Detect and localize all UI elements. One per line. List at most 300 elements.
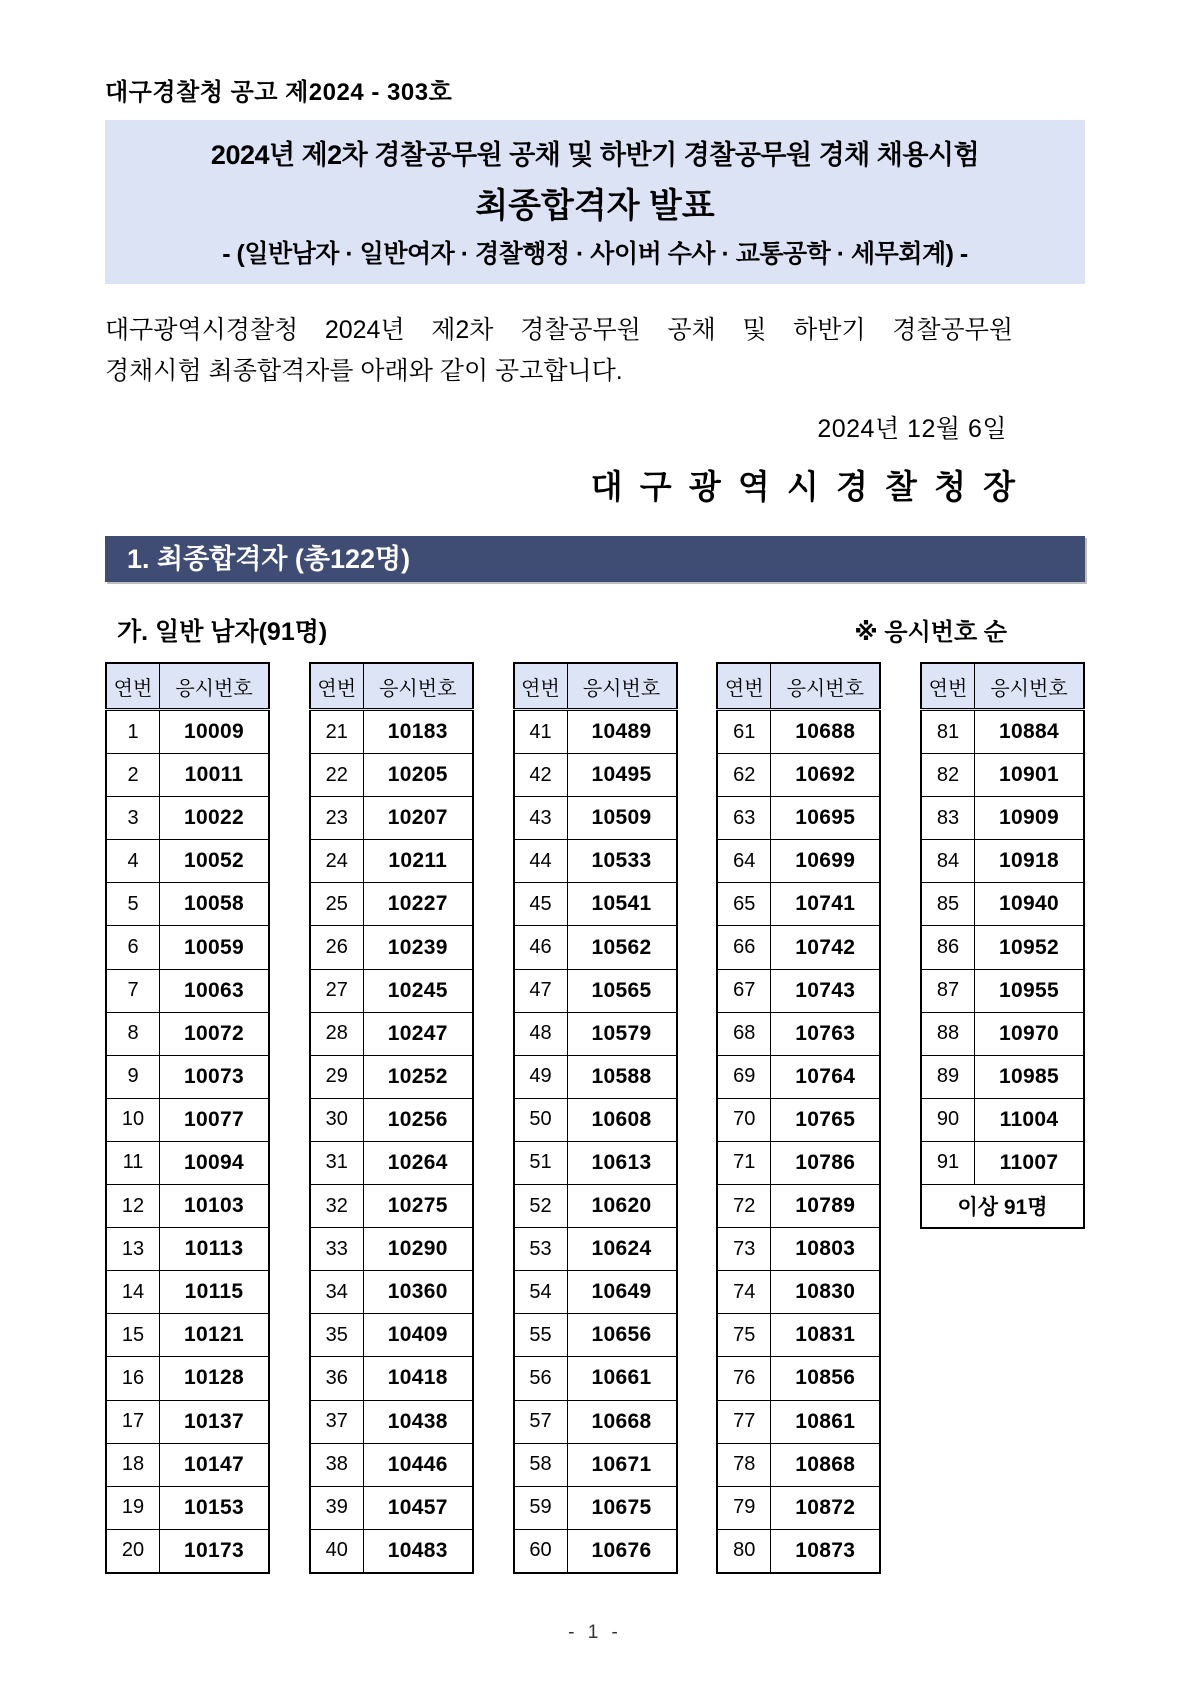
table-row	[921, 1055, 1084, 1098]
exam-number-cell: 10952	[975, 926, 1085, 969]
table-row	[310, 883, 473, 926]
seq-cell: 88	[921, 1012, 975, 1055]
table-row	[921, 1012, 1084, 1055]
exam-number-cell: 10418	[363, 1357, 473, 1400]
seq-cell: 63	[717, 797, 771, 840]
header-row	[717, 663, 880, 710]
notice-number: 대구경찰청 공고 제2024 - 303호	[105, 79, 453, 106]
seq-cell: 5	[106, 883, 160, 926]
col-header-exam-number: 응시번호	[160, 663, 270, 710]
exam-number-cell: 10661	[567, 1357, 677, 1400]
table-row	[514, 1271, 677, 1314]
table-row	[921, 710, 1084, 754]
exam-number-cell: 10457	[363, 1486, 473, 1529]
exam-number-cell: 10063	[160, 969, 270, 1012]
seq-cell: 91	[921, 1141, 975, 1184]
table-row	[106, 754, 269, 797]
table-row	[106, 710, 269, 754]
table-row	[310, 1486, 473, 1529]
seq-cell: 71	[717, 1141, 771, 1184]
seq-cell: 49	[514, 1055, 568, 1098]
table-row	[717, 969, 880, 1012]
exam-number-cell: 10830	[771, 1271, 881, 1314]
table-row	[717, 840, 880, 883]
seq-cell: 7	[106, 969, 160, 1012]
exam-number-cell: 10649	[567, 1271, 677, 1314]
seq-cell: 23	[310, 797, 364, 840]
seq-cell: 34	[310, 1271, 364, 1314]
table-row	[921, 754, 1084, 797]
col-header-exam-number: 응시번호	[975, 663, 1085, 710]
exam-number-cell: 10211	[363, 840, 473, 883]
table-row	[514, 1400, 677, 1443]
exam-number-cell: 10940	[975, 883, 1085, 926]
seq-cell: 79	[717, 1486, 771, 1529]
exam-number-cell: 10675	[567, 1486, 677, 1529]
seq-cell: 55	[514, 1314, 568, 1357]
table-row	[514, 969, 677, 1012]
table-row	[717, 1055, 880, 1098]
seq-cell: 30	[310, 1098, 364, 1141]
table-row	[717, 1529, 880, 1573]
seq-cell: 16	[106, 1357, 160, 1400]
seq-cell: 32	[310, 1185, 364, 1228]
table-row	[717, 1271, 880, 1314]
col-header-exam-number: 응시번호	[363, 663, 473, 710]
seq-cell: 9	[106, 1055, 160, 1098]
table-row	[310, 1529, 473, 1573]
seq-cell: 14	[106, 1271, 160, 1314]
exam-number-cell: 10409	[363, 1314, 473, 1357]
seq-cell: 12	[106, 1185, 160, 1228]
seq-cell: 90	[921, 1098, 975, 1141]
table-row	[310, 1185, 473, 1228]
seq-cell: 62	[717, 754, 771, 797]
exam-number-cell: 10579	[567, 1012, 677, 1055]
table-row	[514, 797, 677, 840]
closing-cell: 이상 91명	[921, 1185, 1084, 1229]
seq-cell: 73	[717, 1228, 771, 1271]
exam-number-cell: 10446	[363, 1443, 473, 1486]
table-row	[310, 926, 473, 969]
table-row	[106, 1529, 269, 1573]
header-row	[514, 663, 677, 710]
exam-number-cell: 10153	[160, 1486, 270, 1529]
exam-number-cell: 10671	[567, 1443, 677, 1486]
table-row	[717, 797, 880, 840]
exam-number-cell: 10884	[975, 710, 1085, 754]
table-row	[921, 969, 1084, 1012]
title-line2: 최종합격자 발표	[475, 187, 715, 225]
seq-cell: 2	[106, 754, 160, 797]
table-row	[717, 883, 880, 926]
pass-table-5	[920, 662, 1085, 1229]
exam-number-cell: 10077	[160, 1098, 270, 1141]
exam-number-cell: 10115	[160, 1271, 270, 1314]
seq-cell: 6	[106, 926, 160, 969]
table-row	[717, 1314, 880, 1357]
table-row	[514, 754, 677, 797]
seq-cell: 15	[106, 1314, 160, 1357]
exam-number-cell: 10831	[771, 1314, 881, 1357]
table-row	[310, 1055, 473, 1098]
exam-number-cell: 10985	[975, 1055, 1085, 1098]
table-row	[717, 1443, 880, 1486]
exam-number-cell: 10786	[771, 1141, 881, 1184]
table-row	[514, 1443, 677, 1486]
seq-cell: 54	[514, 1271, 568, 1314]
seq-cell: 37	[310, 1400, 364, 1443]
seq-cell: 76	[717, 1357, 771, 1400]
table-row	[514, 926, 677, 969]
seq-cell: 4	[106, 840, 160, 883]
table-row	[514, 1012, 677, 1055]
seq-cell: 82	[921, 754, 975, 797]
exam-number-cell: 10058	[160, 883, 270, 926]
table-row	[514, 1141, 677, 1184]
seq-cell: 31	[310, 1141, 364, 1184]
table-row	[921, 1141, 1084, 1184]
seq-cell: 69	[717, 1055, 771, 1098]
table-row	[514, 1357, 677, 1400]
table-row	[514, 1098, 677, 1141]
table-row	[106, 840, 269, 883]
seq-cell: 52	[514, 1185, 568, 1228]
exam-number-cell: 10103	[160, 1185, 270, 1228]
exam-number-cell: 10022	[160, 797, 270, 840]
table-row	[921, 840, 1084, 883]
pass-table-4	[716, 662, 881, 1574]
table-row	[514, 883, 677, 926]
seq-cell: 17	[106, 1400, 160, 1443]
pass-table-3	[513, 662, 678, 1574]
table-row	[310, 754, 473, 797]
exam-number-cell: 10901	[975, 754, 1085, 797]
exam-number-cell: 10495	[567, 754, 677, 797]
exam-number-cell: 10264	[363, 1141, 473, 1184]
exam-number-cell: 10763	[771, 1012, 881, 1055]
table-row	[717, 1185, 880, 1228]
announcement-body	[105, 310, 1013, 391]
exam-number-cell: 10239	[363, 926, 473, 969]
exam-number-cell: 10438	[363, 1400, 473, 1443]
table-row	[310, 1357, 473, 1400]
exam-number-cell: 10252	[363, 1055, 473, 1098]
table-row	[310, 710, 473, 754]
exam-number-cell: 10256	[363, 1098, 473, 1141]
col-header-seq: 연번	[106, 663, 160, 710]
exam-number-cell: 10872	[771, 1486, 881, 1529]
seq-cell: 64	[717, 840, 771, 883]
exam-number-cell: 10620	[567, 1185, 677, 1228]
seq-cell: 89	[921, 1055, 975, 1098]
seq-cell: 51	[514, 1141, 568, 1184]
seq-cell: 39	[310, 1486, 364, 1529]
table-row	[717, 754, 880, 797]
col-header-seq: 연번	[717, 663, 771, 710]
table-row	[106, 1185, 269, 1228]
table-row	[717, 926, 880, 969]
seq-cell: 77	[717, 1400, 771, 1443]
exam-number-cell: 10743	[771, 969, 881, 1012]
table-row	[717, 1012, 880, 1055]
seq-cell: 1	[106, 710, 160, 754]
seq-cell: 35	[310, 1314, 364, 1357]
exam-number-cell: 10113	[160, 1228, 270, 1271]
title-line1: 2024년 제2차 경찰공무원 공채 및 하반기 경찰공무원 경채 채용시험	[210, 140, 980, 170]
table-row	[106, 1141, 269, 1184]
header-row	[310, 663, 473, 710]
seq-cell: 78	[717, 1443, 771, 1486]
exam-number-cell: 10656	[567, 1314, 677, 1357]
exam-number-cell: 10059	[160, 926, 270, 969]
exam-number-cell: 10668	[567, 1400, 677, 1443]
seq-cell: 66	[717, 926, 771, 969]
table-row	[106, 1098, 269, 1141]
table-row	[717, 710, 880, 754]
seq-cell: 19	[106, 1486, 160, 1529]
col-header-seq: 연번	[514, 663, 568, 710]
seq-cell: 75	[717, 1314, 771, 1357]
seq-cell: 11	[106, 1141, 160, 1184]
seq-cell: 58	[514, 1443, 568, 1486]
seq-cell: 33	[310, 1228, 364, 1271]
seq-cell: 36	[310, 1357, 364, 1400]
exam-number-cell: 10011	[160, 754, 270, 797]
exam-number-cell: 11007	[975, 1141, 1085, 1184]
signature-commissioner: 대 구 광 역 시 경 찰 청 장	[590, 468, 1019, 505]
exam-number-cell: 10608	[567, 1098, 677, 1141]
table-row	[921, 926, 1084, 969]
exam-number-cell: 10562	[567, 926, 677, 969]
seq-cell: 41	[514, 710, 568, 754]
table-row	[310, 797, 473, 840]
subsection-title: 가. 일반 남자(91명)	[117, 618, 328, 646]
closing-row	[921, 1185, 1084, 1229]
exam-number-cell: 10909	[975, 797, 1085, 840]
exam-number-cell: 10970	[975, 1012, 1085, 1055]
seq-cell: 57	[514, 1400, 568, 1443]
exam-number-cell: 10052	[160, 840, 270, 883]
table-row	[106, 969, 269, 1012]
seq-cell: 45	[514, 883, 568, 926]
exam-number-cell: 10765	[771, 1098, 881, 1141]
exam-number-cell: 10868	[771, 1443, 881, 1486]
exam-number-cell: 10613	[567, 1141, 677, 1184]
seq-cell: 8	[106, 1012, 160, 1055]
announcement-body-line1: 대구광역시경찰청 2024년 제2차 경찰공무원 공채 및 하반기 경찰공무원	[105, 316, 1013, 344]
table-row	[106, 1271, 269, 1314]
table-row	[310, 1228, 473, 1271]
header-row	[106, 663, 269, 710]
exam-number-cell: 10360	[363, 1271, 473, 1314]
table-row	[106, 883, 269, 926]
exam-number-cell: 10009	[160, 710, 270, 754]
exam-number-cell: 10121	[160, 1314, 270, 1357]
seq-cell: 80	[717, 1529, 771, 1573]
seq-cell: 25	[310, 883, 364, 926]
table-row	[106, 1055, 269, 1098]
seq-cell: 24	[310, 840, 364, 883]
exam-number-cell: 10128	[160, 1357, 270, 1400]
exam-number-cell: 10764	[771, 1055, 881, 1098]
table-row	[106, 1400, 269, 1443]
seq-cell: 10	[106, 1098, 160, 1141]
table-row	[717, 1098, 880, 1141]
exam-number-cell: 10489	[567, 710, 677, 754]
exam-number-cell: 10955	[975, 969, 1085, 1012]
table-row	[921, 1098, 1084, 1141]
seq-cell: 83	[921, 797, 975, 840]
exam-number-cell: 10541	[567, 883, 677, 926]
exam-number-cell: 10676	[567, 1529, 677, 1573]
table-row	[514, 1055, 677, 1098]
title-box	[105, 120, 1085, 284]
exam-number-cell: 10873	[771, 1529, 881, 1573]
section1-banner	[105, 536, 1085, 582]
exam-number-cell: 10072	[160, 1012, 270, 1055]
exam-number-cell: 10227	[363, 883, 473, 926]
table-row	[514, 1486, 677, 1529]
seq-cell: 81	[921, 710, 975, 754]
seq-cell: 56	[514, 1357, 568, 1400]
exam-number-cell: 10695	[771, 797, 881, 840]
seq-cell: 84	[921, 840, 975, 883]
page-number: - 1 -	[568, 1622, 622, 1643]
exam-number-cell: 10699	[771, 840, 881, 883]
col-header-exam-number: 응시번호	[771, 663, 881, 710]
col-header-seq: 연번	[921, 663, 975, 710]
seq-cell: 50	[514, 1098, 568, 1141]
seq-cell: 3	[106, 797, 160, 840]
table-row	[106, 1314, 269, 1357]
seq-cell: 59	[514, 1486, 568, 1529]
seq-cell: 60	[514, 1529, 568, 1573]
table-row	[106, 926, 269, 969]
exam-number-cell: 10533	[567, 840, 677, 883]
table-row	[106, 1012, 269, 1055]
announcement-body-line2: 경채시험 최종합격자를 아래와 같이 공고합니다.	[105, 356, 623, 385]
exam-number-cell: 10247	[363, 1012, 473, 1055]
seq-cell: 74	[717, 1271, 771, 1314]
seq-cell: 68	[717, 1012, 771, 1055]
exam-number-cell: 10483	[363, 1529, 473, 1573]
table-row	[921, 883, 1084, 926]
exam-number-cell: 10861	[771, 1400, 881, 1443]
seq-cell: 72	[717, 1185, 771, 1228]
table-row	[310, 1012, 473, 1055]
table-row	[310, 1098, 473, 1141]
seq-cell: 20	[106, 1529, 160, 1573]
table-row	[717, 1486, 880, 1529]
exam-number-cell: 10803	[771, 1228, 881, 1271]
seq-cell: 61	[717, 710, 771, 754]
table-row	[106, 797, 269, 840]
table-row	[310, 1314, 473, 1357]
table-row	[310, 1400, 473, 1443]
exam-number-cell: 10856	[771, 1357, 881, 1400]
exam-number-cell: 10147	[160, 1443, 270, 1486]
table-row	[514, 840, 677, 883]
exam-number-cell: 10789	[771, 1185, 881, 1228]
seq-cell: 26	[310, 926, 364, 969]
exam-number-cell: 11004	[975, 1098, 1085, 1141]
seq-cell: 65	[717, 883, 771, 926]
exam-number-cell: 10565	[567, 969, 677, 1012]
exam-number-cell: 10173	[160, 1529, 270, 1573]
seq-cell: 40	[310, 1529, 364, 1573]
table-row	[310, 1443, 473, 1486]
exam-number-cell: 10073	[160, 1055, 270, 1098]
exam-number-cell: 10205	[363, 754, 473, 797]
exam-number-cell: 10624	[567, 1228, 677, 1271]
col-header-exam-number: 응시번호	[567, 663, 677, 710]
exam-number-cell: 10588	[567, 1055, 677, 1098]
seq-cell: 13	[106, 1228, 160, 1271]
seq-cell: 28	[310, 1012, 364, 1055]
table-row	[106, 1443, 269, 1486]
table-row	[717, 1141, 880, 1184]
table-row	[514, 1228, 677, 1271]
exam-number-cell: 10688	[771, 710, 881, 754]
table-row	[310, 969, 473, 1012]
exam-number-cell: 10245	[363, 969, 473, 1012]
section1-title: 1. 최종합격자 (총122명)	[127, 544, 411, 574]
table-row	[717, 1228, 880, 1271]
seq-cell: 67	[717, 969, 771, 1012]
seq-cell: 42	[514, 754, 568, 797]
exam-number-cell: 10692	[771, 754, 881, 797]
pass-table-2	[309, 662, 474, 1574]
table-row	[921, 797, 1084, 840]
table-row	[514, 710, 677, 754]
exam-number-cell: 10742	[771, 926, 881, 969]
table-row	[106, 1228, 269, 1271]
col-header-seq: 연번	[310, 663, 364, 710]
exam-number-cell: 10094	[160, 1141, 270, 1184]
title-line3: - (일반남자 · 일반여자 · 경찰행정 · 사이버 수사 · 교통공학 · 세무회계) -	[222, 240, 968, 268]
exam-number-cell: 10918	[975, 840, 1085, 883]
seq-cell: 22	[310, 754, 364, 797]
exam-number-cell: 10183	[363, 710, 473, 754]
exam-number-cell: 10275	[363, 1185, 473, 1228]
announcement-date: 2024년 12월 6일	[817, 415, 1007, 443]
exam-number-cell: 10509	[567, 797, 677, 840]
table-row	[514, 1314, 677, 1357]
seq-cell: 43	[514, 797, 568, 840]
exam-number-cell: 10290	[363, 1228, 473, 1271]
seq-cell: 44	[514, 840, 568, 883]
table-row	[514, 1185, 677, 1228]
table-row	[310, 1271, 473, 1314]
seq-cell: 47	[514, 969, 568, 1012]
pass-list-tables	[105, 662, 1085, 1574]
seq-cell: 29	[310, 1055, 364, 1098]
table-row	[514, 1529, 677, 1573]
table-row	[106, 1486, 269, 1529]
seq-cell: 27	[310, 969, 364, 1012]
seq-cell: 48	[514, 1012, 568, 1055]
pass-table-1	[105, 662, 270, 1574]
seq-cell: 85	[921, 883, 975, 926]
table-row	[717, 1357, 880, 1400]
document-content	[0, 72, 1190, 1574]
header-row	[921, 663, 1084, 710]
exam-number-cell: 10137	[160, 1400, 270, 1443]
subsection-row	[105, 612, 1085, 648]
sort-order-note: ※ 응시번호 순	[854, 619, 1007, 646]
table-row	[310, 840, 473, 883]
